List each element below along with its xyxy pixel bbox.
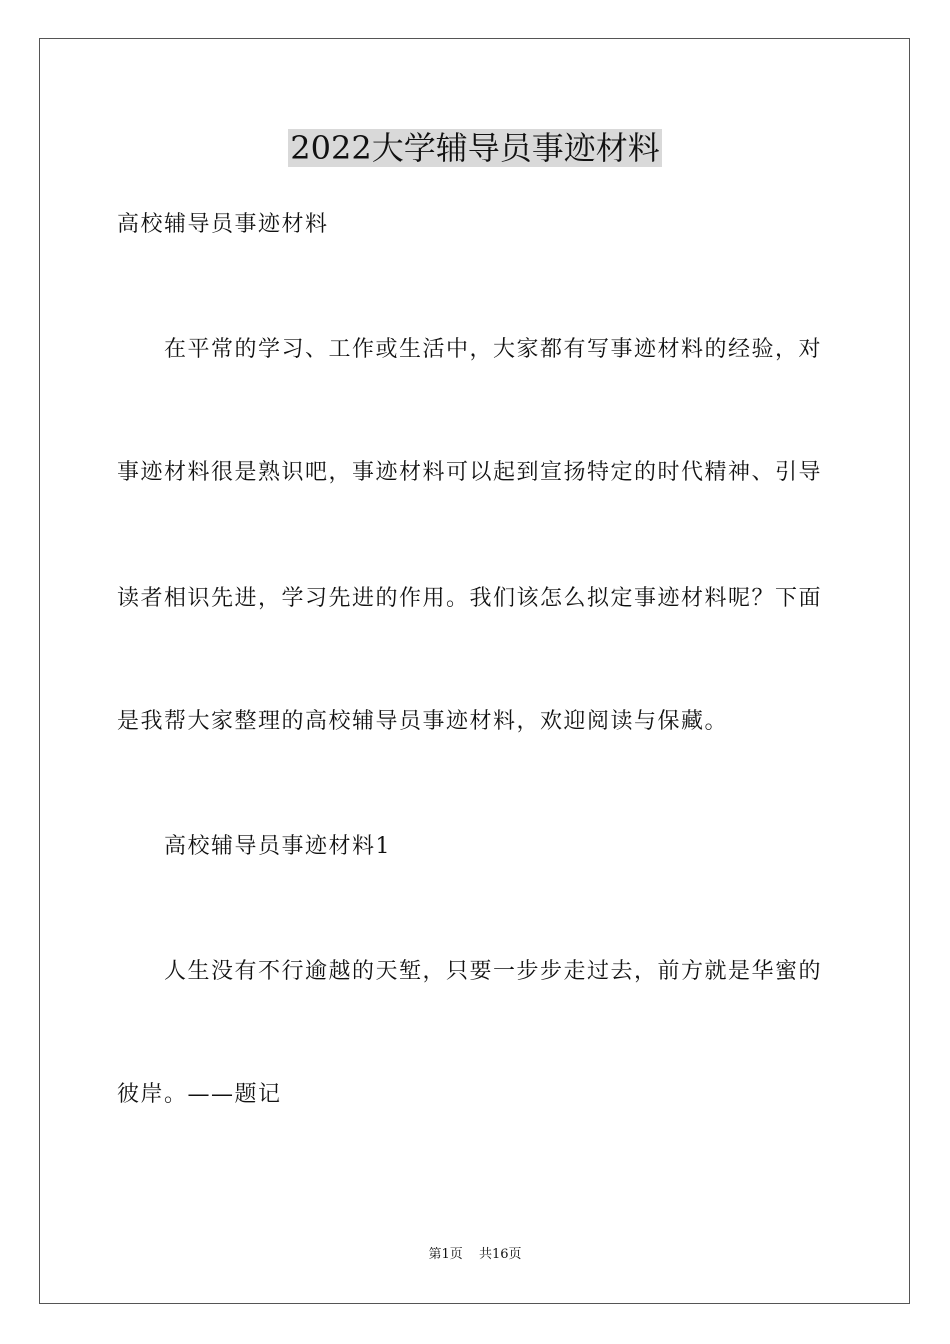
paragraph-line: 是我帮大家整理的高校辅导员事迹材料，欢迎阅读与保藏。 <box>117 709 729 734</box>
document-subtitle: 高校辅导员事迹材料 <box>117 212 329 237</box>
paragraph-line: 彼岸。——题记 <box>117 1082 282 1107</box>
section-heading: 高校辅导员事迹材料1 <box>164 834 391 859</box>
document-title <box>0 126 950 170</box>
page-number: 第1页 <box>428 1247 463 1262</box>
page-total: 共16页 <box>478 1247 522 1262</box>
paragraph-line: 在平常的学习、工作或生活中，大家都有写事迹材料的经验，对 <box>164 337 823 362</box>
paragraph-line: 事迹材料很是熟识吧，事迹材料可以起到宣扬特定的时代精神、引导 <box>117 460 823 485</box>
document-title-text: 2022大学辅导员事迹材料 <box>290 129 660 167</box>
paragraph-line: 人生没有不行逾越的天堑，只要一步步走过去，前方就是华蜜的 <box>164 959 823 984</box>
page-footer <box>0 1246 950 1264</box>
paragraph-line: 读者相识先进，学习先进的作用。我们该怎么拟定事迹材料呢？下面 <box>117 586 823 611</box>
